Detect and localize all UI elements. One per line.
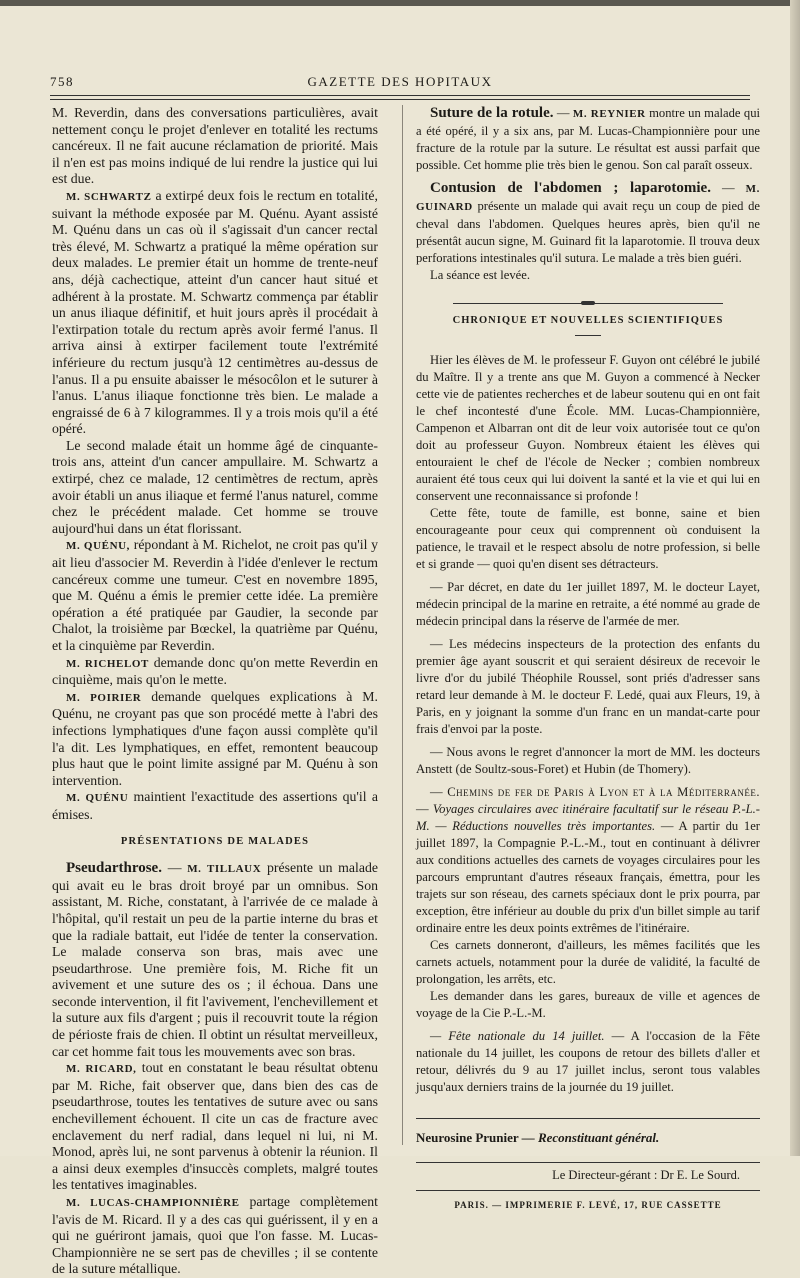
paragraph: M. SCHWARTZ a extirpé deux fois le rectum en totalité, suivant la méthode exposée par M. Quénu. Ayant assisté M. Quénu dans un cas où il s'agissait d'un cancer rectal très élevé, M. Schwartz a pratiqué la même opération sur deux malades. Le premier était un homme de trente-neuf ans, déjà cachectique, atteint d'un cancer haut situé et adhérent à la prostate. M. Schwartz commença par établir un anus iliaque définitif, et huit jours après il procédait à l'extirpation totale du rectum après avoir fermé l'anus. Il arriva ainsi à extirper facilement toute l'extrémité inférieure du rectum jusqu'à 12 centimètres au-dessus de l'anus. Il a pu ensuite abaisser le mésocôlon et le suturer à l'anus. L'anus iliaque fonctionne très bien. Le malade a engraissé de 6 à 7 kilogrammes. Il y a trois mois qu'il a été opéré.: [52, 187, 378, 437]
speaker-name: M. POIRIER: [66, 691, 142, 704]
subsection-title: Contusion de l'abdomen ; laparotomie.: [430, 180, 711, 196]
header-rule: [50, 95, 750, 100]
director-line: Le Directeur-gérant : Dr E. Le Sourd.: [416, 1162, 760, 1184]
paragraph: Pseudarthrose. — M. TILLAUX présente un malade qui avait eu le bras droit broyé par un omnibus. Son assistant, M. Riche, constatant, à l'arrivée de ce malade à l'hôpital, qu'il restait un peu de la partie interne du bras et que la radiale battait, eut l'idée de tenter la conservation. Le malade conserva son bras, mais avec une pseudarthrose. Une première fois, M. Riche fit un avivement et une suture des os ; il échoua. Dans une seconde intervention, il fit l'avivement, l'enchevillement et la suture aux fils d'argent ; puis il recouvrit toute la région de périoste frais de chien. Il obtint un résultat merveilleux, car cet homme fait tous les mouvements avec son bras.: [52, 860, 379, 1059]
notice-heading: — Chemins de fer de Paris à Lyon et à la Méditerranée. —: [416, 785, 760, 816]
paragraph: Hier les élèves de M. le professeur F. Guyon ont célébré le jubilé du Maître. Il y a trente ans que M. Guyon a commencé à Necker cette vie de patientes recherches et de labeur soutenu qui en ont fait le chef incontesté d'une École. MM. Lucas-Championnière, Campenon et Albarran ont dit de leur voix autorisée tout ce qu'on doit au professeur Guyon. Nombreux étaient les élèves qui entouraient le chef de l'école de Necker ; combien nombreux auraient été tous ceux qui lui doivent la santé et la vie et qui lui en conservent une reconnaissance si profonde !: [416, 353, 760, 503]
paragraph: — Les médecins inspecteurs de la protection des enfants du premier âge ayant souscrit et qui seraient désireux de recevoir le livre d'or du jubilé Théophile Roussel, sont priés d'adresser sans retard leur demande à M. le docteur F. Ledé, quai aux Fleurs, 19, à Paris, en y joignant la somme d'un franc en un mandat-carte pour frais d'envoi par la poste.: [416, 637, 760, 736]
left-column: [52, 105, 379, 1277]
paragraph: Cette fête, toute de famille, est bonne, saine et bien encourageante pour ceux qui comprennent où conduisent la patience, le travail et le respect absolu de notre profession, si belle et si grande — quoi qu'en disent ses détracteurs.: [416, 506, 760, 571]
right-column: [416, 105, 760, 1210]
speaker-name: M. RICARD,: [66, 1063, 137, 1076]
paragraph: — Nous avons le regret d'annoncer la mort de MM. les docteurs Anstett (de Soultz-sous-Foret) et Hubin (de Thomery).: [416, 745, 760, 776]
printer-line: PARIS. — IMPRIMERIE F. LEVÉ, 17, RUE CASSETTE: [416, 1190, 760, 1214]
speaker-name: M. RICHELOT: [66, 657, 149, 670]
ad-product: Neurosine Prunier —: [416, 1130, 535, 1145]
speaker-name: M. QUÉNU,: [66, 540, 131, 553]
paragraph: — Fête nationale du 14 juillet. — A l'occasion de la Fête nationale du 14 juillet, les coupons de retour des billets d'aller et retour, délivrés du 9 au 17 juillet inclus, seront tous valables jusqu'aux derniers trains de la journée du 19 juillet.: [416, 1029, 760, 1094]
paragraph: Ces carnets donneront, d'ailleurs, les mêmes facilités que les carnets actuels, notamment pour la durée de validité, la faculté de prolongation, les arrêts, etc.: [416, 938, 760, 986]
paragraph: M. LUCAS-CHAMPIONNIÈRE partage complètement l'avis de M. Ricard. Il y a des cas qui guérissent, il y en a qui ne guériront jamais, quoi que l'on fasse. M. Lucas-Championnière ne se sert pas de chevilles ; il se contente de la suture métallique.: [52, 1194, 379, 1277]
paragraph: Les demander dans les gares, bureaux de ville et agences de voyage de la Cie P.-L.-M.: [416, 989, 760, 1020]
speaker-name: M. TILLAUX: [187, 863, 262, 876]
section-heading: CHRONIQUE ET NOUVELLES SCIENTIFIQUES: [452, 315, 724, 326]
advertisement: [416, 1118, 760, 1146]
paragraph: M. QUÉNU maintient l'exactitude des assertions qu'il a émises.: [52, 789, 378, 822]
speaker-name: M. GUINARD: [416, 183, 760, 213]
paragraph: La séance est levée.: [430, 268, 530, 282]
page-edge: [790, 0, 800, 1156]
short-rule: [575, 335, 601, 336]
paragraph: Le second malade était un homme âgé de cinquante-trois ans, atteint d'un cancer ampullaire. M. Schwartz a extirpé, chez ce malade, 12 centimètres de rectum, après avoir établi un anus iliaque et fermé l'anus naturel, comme chez le précédent malade. Cet homme se trouve aujourd'hui dans un état florissant.: [52, 437, 378, 536]
subsection-title: Pseudarthrose.: [66, 860, 162, 877]
paragraph: — Chemins de fer de Paris à Lyon et à la Méditerranée. — Voyages circulaires avec itinéraire facultatif sur le réseau P.-L.-M. — Réductions nouvelles très importantes. — A partir du 1er juillet 1897, la Compagnie P.-L.-M., tout en continuant à délivrer aux conditions actuelles des carnets de voyages circulaires pour les parcours empruntant d'autres réseaux français, émettra, pour les trajets sur son réseau, des carnets spéciaux dont le prix pourra, par exception, être inférieur au double du prix d'un billet simple au tarif ordinaire entre les deux points extrêmes de l'itinéraire.: [416, 785, 760, 935]
journal-title: GAZETTE DES HOPITAUX: [307, 74, 493, 89]
speaker-name: M. LUCAS-CHAMPIONNIÈRE: [66, 1197, 240, 1209]
column-divider: [402, 105, 403, 1145]
paragraph: — Par décret, en date du 1er juillet 1897, M. le docteur Layet, médecin principal de la marine en retraite, a été nommé au grade de médecin principal dans la réserve de l'armée de mer.: [416, 580, 760, 628]
top-border: [0, 0, 800, 6]
paragraph: M. RICARD, tout en constatant le beau résultat obtenu par M. Riche, fait observer que, dans bien des cas de pseudarthrose, toutes les tentatives de suture avec ou sans enchevillement échouent. Il cite un cas de fracture avec enclavement du nerf radial, dans lequel ni lui, ni M. Monod, après lui, ne sont parvenus à obtenir la réunion. Il a ainsi deux exemples d'insuccès complets, malgré toutes les tentatives imaginables.: [52, 1060, 378, 1193]
paragraph: M. Reverdin, dans des conversations particulières, avait nettement conçu le projet d'enlever en totalité les rectums cancéreux. Il ne fait aucune réclamation de priorité. Mais il n'en est pas moins indiqué de lui rendre la justice qui lui est due.: [52, 105, 378, 187]
speaker-name: M. REYNIER: [572, 108, 646, 120]
subsection-title: Suture de la rotule.: [430, 105, 554, 121]
section-heading: PRÉSENTATIONS DE MALADES: [120, 835, 310, 847]
page-number: 758: [50, 74, 74, 89]
paragraph: M. RICHELOT demande donc qu'on mette Reverdin en cinquième, mais qu'on le mette.: [52, 654, 378, 688]
speaker-name: M. SCHWARTZ: [66, 190, 152, 203]
paragraph: Suture de la rotule. — M. REYNIER montre un malade qui a été opéré, il y a six ans, par M. Lucas-Championnière pour une fracture de la rotule par la suture. Le résultat est aussi parfait que possible. Cet homme plie très bien le genou. Son cal paraît osseux.: [416, 105, 760, 172]
page-header: [0, 74, 800, 94]
ad-tagline: Reconstituant général.: [537, 1130, 660, 1145]
paragraph: M. POIRIER demande quelques explications à M. Quénu, ne croyant pas que son procédé mette à l'abri des infections lymphatiques d'une façon aussi complète qu'il l'a dit. Les lymphatiques, en effet, remontent beaucoup plus haut que le point limite assigné par M. Quénu à son intervention.: [52, 688, 378, 788]
ornamental-rule: [416, 294, 760, 304]
speaker-name: M. QUÉNU: [66, 792, 129, 805]
paragraph: M. QUÉNU, répondant à M. Richelot, ne croit pas qu'il y ait lieu d'associer M. Reverdin à l'idée d'enlever le rectum cancéreux comme une tumeur. C'est en novembre 1895, que M. Quénu a émis le premier cette idée. La première opération a été pratiquée par Gaudier, la seconde par Chalot, la troisième par Bœckel, la quatrième par Quénu, et la cinquième par Reverdin.: [52, 537, 379, 653]
paragraph: Contusion de l'abdomen ; laparotomie. — M. GUINARD présente un malade qui avait reçu un coup de pied de cheval dans l'abdomen. Quelques heures après, bien qu'il ne présentât aucun signe, M. Guinard fit la laparotomie. Il trouva deux perforations intestinales qu'il sutura. Le malade a très bien guéri.: [416, 180, 760, 265]
